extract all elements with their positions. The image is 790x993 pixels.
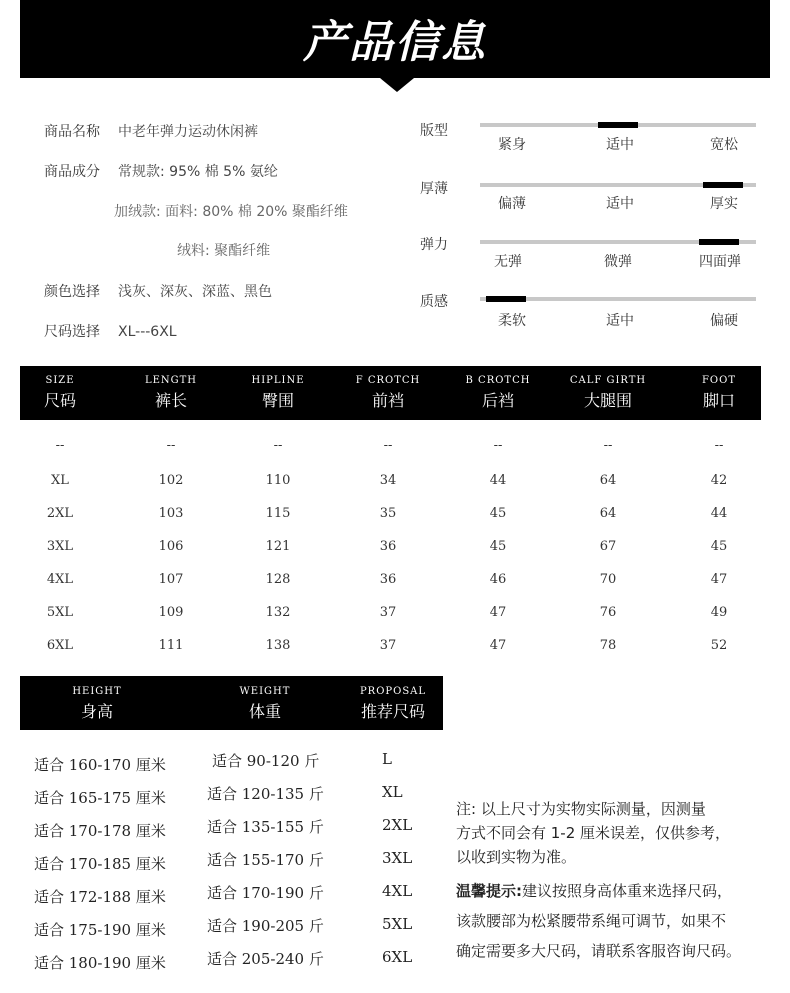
scale-option: 适中 (606, 196, 634, 212)
table-cell: 103 (158, 506, 184, 521)
tip-line: 该款腰部为松紧腰带系绳可调节，如果不 (456, 912, 727, 930)
table-cell: 适合 170-190 斤 (207, 884, 324, 902)
table-cell: 46 (489, 572, 507, 587)
table-cell: 102 (158, 473, 184, 488)
scale-thickness (420, 170, 760, 228)
table-cell: 111 (158, 638, 184, 653)
table-cell: 适合 170-178 厘米 (34, 822, 166, 840)
size-range-label: 尺码选择 (44, 324, 100, 340)
table-cell: 76 (599, 605, 617, 620)
scale-option: 适中 (606, 137, 634, 153)
table-cell: 64 (599, 473, 617, 488)
table-cell: 适合 190-205 斤 (207, 917, 324, 935)
header-cn: 后裆 (481, 391, 514, 410)
scale-option: 偏薄 (498, 196, 526, 212)
front-crotch-header (343, 375, 433, 411)
header-en: HIPLINE (251, 375, 305, 386)
scale-marker (699, 239, 739, 245)
scale-marker (598, 122, 638, 128)
scale-label: 质感 (420, 294, 448, 310)
note-line: 以收到实物为准。 (456, 848, 577, 866)
composition-value: 常规款: 95% 棉 5% 氨纶 (118, 164, 278, 180)
table-cell: 132 (265, 605, 291, 620)
tip-line (456, 879, 786, 903)
size-table-header (20, 366, 761, 420)
product-name-row (44, 121, 258, 141)
scale-fit (420, 112, 760, 170)
scale-option: 四面弹 (699, 254, 741, 270)
table-cell: 6XL (46, 638, 74, 653)
recommend-table-header (20, 676, 443, 730)
table-cell: 47 (489, 638, 507, 653)
note-line: 注: 以上尺寸为实物实际测量，因测量 (456, 800, 706, 818)
table-cell: 4XL (382, 882, 413, 900)
table-row (20, 572, 761, 592)
table-cell: 138 (265, 638, 291, 653)
scale-marker (486, 296, 526, 302)
scale-label: 弹力 (420, 237, 448, 253)
scale-texture (420, 285, 760, 343)
table-cell: 适合 175-190 厘米 (34, 921, 166, 939)
table-cell: -- (273, 438, 283, 453)
scale-option: 无弹 (494, 254, 522, 270)
color-label: 颜色选择 (44, 284, 100, 300)
scale-option: 宽松 (710, 137, 738, 153)
recommend-table-body (0, 748, 450, 988)
table-cell: -- (603, 438, 613, 453)
table-cell: 适合 205-240 斤 (207, 950, 324, 968)
table-cell: 121 (265, 539, 291, 554)
table-cell: 78 (599, 638, 617, 653)
table-cell: 109 (158, 605, 184, 620)
header-en: F CROTCH (355, 375, 421, 386)
calf-girth-header (558, 375, 658, 411)
table-cell: 45 (710, 539, 728, 554)
table-cell: 2XL (46, 506, 74, 521)
table-row (20, 638, 761, 658)
size-range-row (44, 321, 177, 341)
table-cell: 115 (265, 506, 291, 521)
tip-label: 温馨提示: (456, 882, 522, 900)
table-cell: 42 (710, 473, 728, 488)
table-cell: XL (51, 473, 69, 488)
table-cell: 5XL (382, 915, 413, 933)
table-cell: -- (383, 438, 393, 453)
table-cell: 适合 180-190 厘米 (34, 954, 166, 972)
table-cell: 35 (379, 506, 397, 521)
table-row (20, 438, 761, 458)
hipline-header (238, 375, 318, 411)
table-cell: 适合 90-120 斤 (212, 752, 320, 770)
header-en: SIZE (45, 375, 75, 386)
table-cell: 67 (599, 539, 617, 554)
table-cell: -- (166, 438, 176, 453)
product-name-label: 商品名称 (44, 124, 100, 140)
table-cell: 适合 120-135 斤 (207, 785, 324, 803)
table-cell: 128 (265, 572, 291, 587)
table-cell: 3XL (382, 849, 413, 867)
foot-header (684, 375, 754, 411)
table-cell: 适合 170-185 厘米 (34, 855, 166, 873)
height-header (32, 686, 162, 722)
size-range-value: XL---6XL (118, 324, 177, 340)
product-name-value: 中老年弹力运动休闲裤 (118, 124, 258, 140)
scale-option: 厚实 (710, 196, 738, 212)
size-header (20, 375, 100, 411)
weight-header (200, 686, 330, 722)
header-en: CALF GIRTH (569, 375, 647, 386)
header-cn: 裤长 (154, 391, 187, 410)
table-cell: 适合 165-175 厘米 (34, 789, 166, 807)
header-en: PROPOSAL (359, 686, 427, 697)
scale-elasticity (420, 228, 760, 286)
table-cell: 47 (710, 572, 728, 587)
tip-note (456, 879, 786, 963)
scale-marker (703, 182, 743, 188)
table-cell: 适合 172-188 厘米 (34, 888, 166, 906)
table-cell: 44 (710, 506, 728, 521)
header-cn: 身高 (80, 702, 113, 721)
lining-composition: 绒料: 聚酯纤维 (177, 243, 271, 259)
header-en: B CROTCH (465, 375, 531, 386)
table-cell: 36 (379, 539, 397, 554)
table-cell: 适合 160-170 厘米 (34, 756, 166, 774)
table-cell: 37 (379, 605, 397, 620)
header-en: LENGTH (144, 375, 198, 386)
header-cn: 脚口 (702, 391, 735, 410)
table-cell: -- (493, 438, 503, 453)
table-cell: 37 (379, 638, 397, 653)
tip-text: 建议按照身高体重来选择尺码， (522, 882, 733, 900)
scale-option: 紧身 (498, 137, 526, 153)
table-cell: -- (55, 438, 65, 453)
table-cell: 52 (710, 638, 728, 653)
table-cell: 44 (489, 473, 507, 488)
scale-label: 厚薄 (420, 181, 448, 197)
length-header (131, 375, 211, 411)
table-cell: 47 (489, 605, 507, 620)
color-value: 浅灰、深灰、深蓝、黑色 (118, 284, 272, 300)
fleece-composition: 加绒款: 面料: 80% 棉 20% 聚酯纤维 (114, 204, 348, 220)
scale-option: 柔软 (498, 313, 526, 329)
note-line: 方式不同会有 1-2 厘米误差，仅供参考， (456, 824, 731, 842)
size-table-body (20, 430, 761, 670)
table-cell: 5XL (46, 605, 74, 620)
scale-label: 版型 (420, 123, 448, 139)
table-cell: 3XL (46, 539, 74, 554)
header-cn: 推荐尺码 (360, 702, 425, 721)
header-cn: 大腿围 (583, 391, 632, 410)
table-row (20, 506, 761, 526)
banner-arrow (380, 78, 414, 92)
header-cn: 尺码 (43, 391, 76, 410)
header-en: FOOT (701, 375, 736, 386)
table-cell: L (382, 750, 392, 768)
table-cell: 45 (489, 506, 507, 521)
proposal-header (338, 686, 448, 722)
measurement-note (456, 797, 781, 869)
table-cell: 64 (599, 506, 617, 521)
table-cell: 6XL (382, 948, 413, 966)
table-cell: 107 (158, 572, 184, 587)
composition-label: 商品成分 (44, 164, 100, 180)
table-cell: 106 (158, 539, 184, 554)
table-cell: 49 (710, 605, 728, 620)
header-cn: 体重 (248, 702, 281, 721)
table-row (20, 539, 761, 559)
table-row (20, 473, 761, 493)
table-cell: 4XL (46, 572, 74, 587)
table-cell: 36 (379, 572, 397, 587)
header-en: HEIGHT (72, 686, 122, 697)
table-cell: 适合 135-155 斤 (207, 818, 324, 836)
composition-row (44, 161, 278, 181)
table-row (20, 605, 761, 625)
back-crotch-header (453, 375, 543, 411)
banner-title: 产品信息 (303, 17, 487, 68)
table-cell: 70 (599, 572, 617, 587)
table-cell: 45 (489, 539, 507, 554)
table-cell: XL (382, 783, 403, 801)
table-cell: 适合 155-170 斤 (207, 851, 324, 869)
header-cn: 前裆 (371, 391, 404, 410)
scale-option: 适中 (606, 313, 634, 329)
table-cell: 110 (265, 473, 291, 488)
scale-option: 偏硬 (710, 313, 738, 329)
tip-line: 确定需要多大尺码，请联系客服咨询尺码。 (456, 942, 742, 960)
header-cn: 臀围 (261, 391, 294, 410)
table-cell: 2XL (382, 816, 413, 834)
table-cell: -- (714, 438, 724, 453)
scale-option: 微弹 (604, 254, 632, 270)
table-cell: 34 (379, 473, 397, 488)
header-en: WEIGHT (239, 686, 291, 697)
color-row (44, 281, 272, 301)
